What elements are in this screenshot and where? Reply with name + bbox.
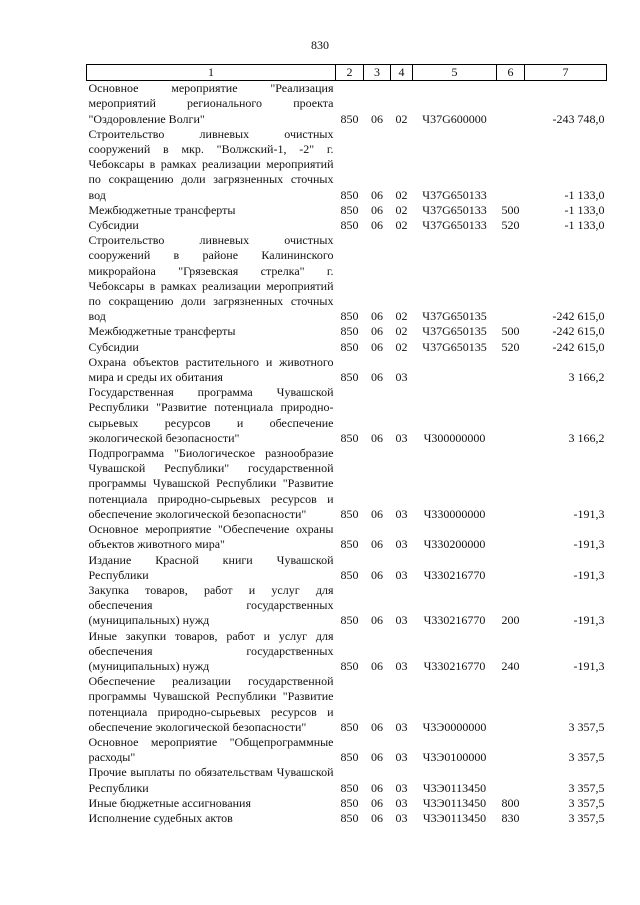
cell-section: 06 [371, 111, 383, 126]
cell-section: 06 [371, 795, 383, 810]
cell-target: Ч37G650133 [422, 187, 487, 202]
table-row [87, 735, 607, 765]
cell-amount: -242 615,0 [552, 324, 605, 339]
cell-type: 800 [501, 795, 520, 810]
table-row [87, 811, 607, 826]
cell-target: Ч330200000 [423, 537, 486, 552]
table-row [87, 765, 607, 795]
cell-name: Строительство ливневых очистных сооружений в мкр. "Волжский-1, -2" г. Чебоксары в рамках реализации мероприятий по сокращению доли загрязненных сточных вод [88, 126, 334, 202]
cell-target: Ч37G650135 [422, 324, 487, 339]
cell-amount: -191,3 [573, 537, 605, 552]
cell-section: 06 [371, 719, 383, 734]
cell-target: Ч3Э0100000 [422, 750, 487, 765]
cell-target: Ч3Э0113450 [422, 795, 487, 810]
cell-subsection: 03 [395, 537, 408, 552]
cell-ministry: 850 [340, 309, 359, 324]
table-row [87, 218, 607, 233]
cell-target: Ч37G600000 [422, 111, 487, 126]
cell-section: 06 [371, 187, 383, 202]
cell-subsection: 03 [395, 430, 408, 445]
cell-target: Ч37G650133 [422, 202, 487, 217]
cell-target: Ч3Э0113450 [422, 780, 487, 795]
cell-subsection: 02 [395, 339, 408, 354]
cell-section: 06 [371, 339, 383, 354]
cell-target: Ч330216770 [423, 658, 486, 673]
cell-name: Строительство ливневых очистных сооружений в районе Калининского микрорайона "Грязевская стрелка" г. Чебоксары в рамках реализации мероприятий по сокращению доли загрязненных сточных вод [88, 233, 334, 324]
cell-subsection: 02 [395, 324, 408, 339]
cell-ministry: 850 [340, 658, 359, 673]
table-row [87, 127, 607, 203]
cell-type: 500 [501, 202, 520, 217]
cell-type [497, 765, 525, 795]
cell-ministry: 850 [340, 339, 359, 354]
cell-ministry: 850 [340, 537, 359, 552]
cell-subsection: 03 [395, 567, 408, 582]
cell-section: 06 [371, 780, 383, 795]
cell-target: Ч3Э0113450 [422, 810, 487, 825]
cell-ministry: 850 [340, 719, 359, 734]
table-row [87, 553, 607, 583]
table-row [87, 629, 607, 675]
cell-target: Ч330216770 [423, 567, 486, 582]
cell-type [497, 553, 525, 583]
table-row [87, 81, 607, 127]
cell-name: Основное мероприятие "Общепрограммные расходы" [88, 734, 334, 765]
cell-target: Ч330216770 [423, 613, 486, 628]
cell-type: 240 [501, 658, 520, 673]
cell-name: Иные закупки товаров, работ и услуг для обеспечения государственных (муниципальных) нужд [88, 628, 334, 673]
cell-target [413, 355, 497, 385]
cell-section: 06 [371, 613, 383, 628]
table-body [87, 81, 607, 826]
cell-ministry: 850 [340, 187, 359, 202]
cell-subsection: 02 [395, 187, 408, 202]
header-amount: 7 [525, 65, 607, 81]
table-row [87, 522, 607, 552]
cell-section: 06 [371, 658, 383, 673]
cell-type: 200 [501, 613, 520, 628]
cell-section: 06 [371, 506, 383, 521]
cell-section: 06 [371, 750, 383, 765]
cell-type [497, 127, 525, 203]
cell-name: Субсидии [88, 218, 139, 233]
cell-amount: 3 166,2 [568, 370, 605, 385]
cell-amount: 3 357,5 [568, 795, 605, 810]
cell-type: 500 [501, 324, 520, 339]
cell-name: Межбюджетные трансферты [88, 324, 236, 339]
table-row [87, 674, 607, 735]
cell-name: Государственная программа Чувашской Республики "Развитие потенциала природно-сырьевых ресурсов и обеспечение экологической безопасности" [88, 385, 334, 445]
cell-amount: 3 357,5 [568, 810, 605, 825]
cell-ministry: 850 [340, 218, 359, 233]
header-target: 5 [413, 65, 497, 81]
cell-name: Основное мероприятие "Реализация мероприятий регионального проекта "Оздоровление Волги" [88, 81, 334, 126]
cell-ministry: 850 [340, 780, 359, 795]
cell-ministry: 850 [340, 111, 359, 126]
table-row [87, 385, 607, 446]
cell-section: 06 [371, 430, 383, 445]
cell-ministry: 850 [340, 750, 359, 765]
cell-amount: 3 357,5 [568, 780, 605, 795]
cell-amount: -191,3 [573, 613, 605, 628]
cell-section: 06 [371, 324, 383, 339]
cell-ministry: 850 [340, 613, 359, 628]
cell-name: Охрана объектов растительного и животного мира и среды их обитания [88, 354, 334, 385]
cell-name: Издание Красной книги Чувашской Республики [88, 552, 334, 582]
cell-name: Межбюджетные трансферты [88, 202, 236, 217]
cell-subsection: 03 [395, 795, 408, 810]
cell-section: 06 [371, 810, 383, 825]
table-row [87, 446, 607, 522]
cell-subsection: 03 [395, 780, 408, 795]
cell-subsection: 02 [395, 111, 408, 126]
cell-amount: 3 166,2 [568, 430, 605, 445]
cell-subsection: 02 [395, 202, 408, 217]
cell-amount: -1 133,0 [564, 218, 605, 233]
cell-amount: -1 133,0 [564, 187, 605, 202]
cell-subsection: 02 [395, 309, 408, 324]
cell-subsection: 03 [395, 658, 408, 673]
cell-type [497, 355, 525, 385]
cell-subsection: 03 [395, 810, 408, 825]
cell-type [497, 522, 525, 552]
cell-type [497, 385, 525, 446]
cell-subsection: 03 [395, 719, 408, 734]
cell-target: Ч37G650135 [422, 309, 487, 324]
cell-type: 520 [501, 339, 520, 354]
cell-name: Основное мероприятие "Обеспечение охраны объектов животного мира" [88, 522, 334, 552]
table-row [87, 203, 607, 218]
cell-section: 06 [371, 370, 383, 385]
cell-name: Закупка товаров, работ и услуг для обеспечения государственных (муниципальных) нужд [88, 582, 334, 628]
table-row [87, 340, 607, 355]
cell-type [497, 81, 525, 127]
cell-section: 06 [371, 567, 383, 582]
cell-ministry: 850 [340, 430, 359, 445]
cell-amount: -191,3 [573, 658, 605, 673]
cell-amount: -243 748,0 [552, 111, 605, 126]
table-row [87, 233, 607, 324]
cell-amount: -242 615,0 [552, 309, 605, 324]
cell-type [497, 233, 525, 324]
cell-section: 06 [371, 537, 383, 552]
cell-section: 06 [371, 309, 383, 324]
cell-subsection: 03 [395, 506, 408, 521]
cell-target: Ч330000000 [423, 506, 486, 521]
header-type: 6 [497, 65, 525, 81]
cell-name: Прочие выплаты по обязательствам Чувашской Республики [88, 765, 334, 795]
cell-name: Обеспечение реализации государственной программы Чувашской Республики "Развитие потенциала природно-сырьевых ресурсов и обеспечение экологической безопасности" [88, 674, 334, 734]
cell-ministry: 850 [340, 370, 359, 385]
cell-ministry: 850 [340, 795, 359, 810]
cell-target: Ч300000000 [423, 430, 486, 445]
cell-type [497, 674, 525, 735]
cell-amount: -191,3 [573, 567, 605, 582]
cell-ministry: 850 [340, 567, 359, 582]
cell-amount: -1 133,0 [564, 202, 605, 217]
cell-section: 06 [371, 202, 383, 217]
table-header [87, 65, 607, 81]
cell-target: Ч37G650133 [422, 218, 487, 233]
header-subsection: 4 [391, 65, 413, 81]
header-ministry: 2 [336, 65, 364, 81]
cell-name: Подпрограмма "Биологическое разнообразие Чувашской Республики" государственной программы Чувашской Республики "Развитие потенциала природно-сырьевых ресурсов и обеспечение экологической безопасности" [88, 446, 334, 521]
cell-ministry: 850 [340, 810, 359, 825]
table-row [87, 796, 607, 811]
cell-ministry: 850 [340, 324, 359, 339]
cell-type: 830 [501, 810, 520, 825]
cell-subsection: 03 [395, 370, 408, 385]
cell-amount: 3 357,5 [568, 750, 605, 765]
header-name: 1 [87, 65, 336, 81]
header-section: 3 [364, 65, 391, 81]
cell-amount: -191,3 [573, 506, 605, 521]
table-row [87, 355, 607, 385]
cell-type [497, 446, 525, 522]
cell-type [497, 735, 525, 765]
budget-table [86, 64, 607, 826]
cell-subsection: 02 [395, 218, 408, 233]
cell-target: Ч37G650135 [422, 339, 487, 354]
cell-ministry: 850 [340, 202, 359, 217]
cell-section: 06 [371, 218, 383, 233]
cell-name: Субсидии [88, 339, 139, 354]
cell-name: Исполнение судебных актов [88, 810, 233, 825]
cell-amount: -242 615,0 [552, 339, 605, 354]
cell-subsection: 03 [395, 613, 408, 628]
cell-amount: 3 357,5 [568, 719, 605, 734]
cell-subsection: 03 [395, 750, 408, 765]
cell-name: Иные бюджетные ассигнования [88, 795, 251, 810]
header-row [87, 65, 607, 81]
table-row [87, 583, 607, 629]
page-number: 830 [311, 38, 329, 52]
cell-type: 520 [501, 218, 520, 233]
cell-ministry: 850 [340, 506, 359, 521]
table-row [87, 324, 607, 339]
cell-target: Ч3Э0000000 [422, 719, 487, 734]
